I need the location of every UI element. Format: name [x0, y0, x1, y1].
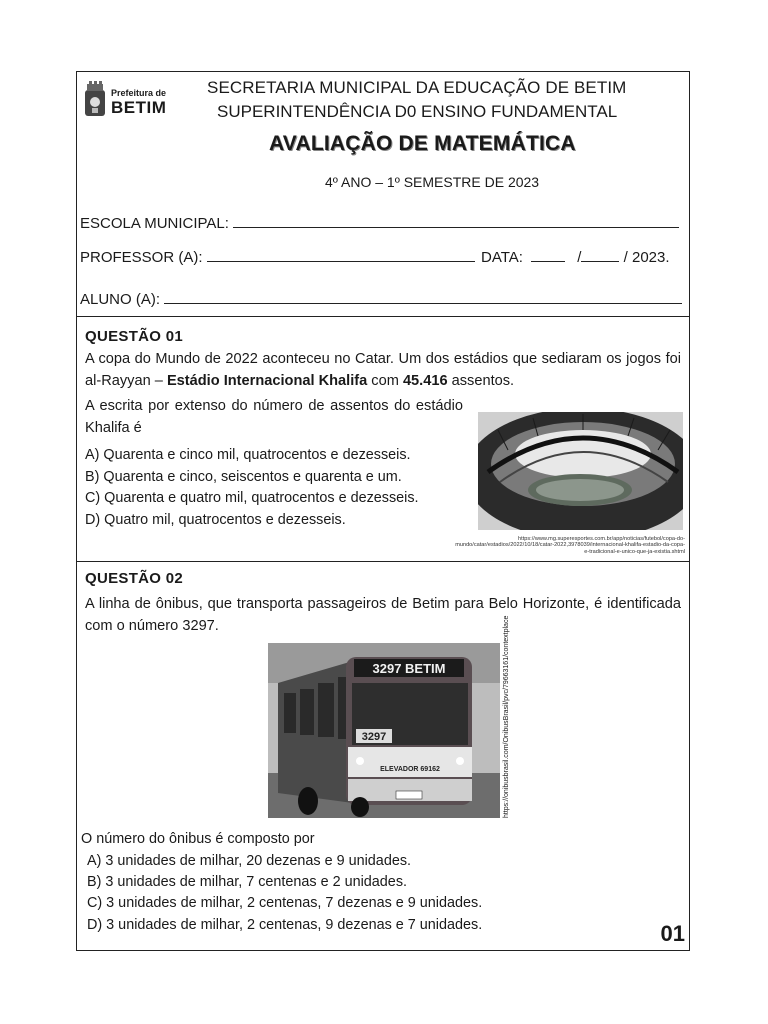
- date-year: / 2023.: [623, 249, 670, 266]
- escola-field[interactable]: [80, 215, 679, 232]
- question-2-prompt: O número do ônibus é composto por: [81, 831, 315, 847]
- page-number: 01: [660, 921, 685, 946]
- bus-photo: [268, 643, 500, 818]
- data-field[interactable]: [481, 249, 670, 266]
- betim-logo: [83, 80, 173, 120]
- escola-label: ESCOLA MUNICIPAL:: [80, 215, 229, 232]
- question-2-intro: A linha de ônibus, que transporta passageiros de Betim para Belo Horizonte, é identificada com o número 3297.: [85, 596, 681, 634]
- q1-seat-count: 45.416: [402, 373, 448, 389]
- q1-intro-text2: com: [367, 373, 403, 389]
- q1-source: [265, 536, 685, 555]
- stadium-photo: [478, 412, 683, 530]
- escola-blank[interactable]: [233, 226, 679, 228]
- question-1-heading: QUESTÃO 01: [85, 328, 184, 345]
- professor-blank[interactable]: [207, 260, 475, 262]
- exam-page-frame: [76, 71, 690, 951]
- bus-destination-sign: 3297 BETIM: [372, 661, 446, 676]
- q2-source-text: https://onibusbrasil.com/OnibusBrasil/pvc/79663161/contextplace: [503, 615, 510, 818]
- logo-line2: BETIM: [111, 98, 167, 117]
- header-secretaria: SECRETARIA MUNICIPAL DA EDUCAÇÃO DE BETIM: [207, 78, 627, 97]
- q1-stadium-name: Estádio Internacional Khalifa: [166, 373, 368, 389]
- question-2-heading: QUESTÃO 02: [85, 570, 184, 587]
- page-title: AVALIAÇÃO DE MATEMÁTICA: [269, 132, 576, 155]
- q2-option-a[interactable]: A) 3 unidades de milhar, 20 dezenas e 9 unidades.: [87, 853, 412, 869]
- question-1-prompt: A escrita por extenso do número de assentos do estádio Khalifa é: [85, 398, 463, 436]
- aluno-blank[interactable]: [164, 302, 682, 304]
- date-slash: /: [577, 249, 582, 266]
- q1-option-d[interactable]: D) Quatro mil, quatrocentos e dezesseis.: [85, 512, 346, 528]
- data-label: DATA:: [481, 249, 523, 266]
- header-divider: [77, 316, 689, 317]
- q2-option-b[interactable]: B) 3 unidades de milhar, 7 centenas e 2 unidades.: [87, 874, 408, 890]
- bus-windshield-number: 3297: [361, 731, 387, 743]
- q1-intro-text: A copa do Mundo de 2022 aconteceu no Catar. Um dos estádios que sediaram os jogos foi al-Rayyan –: [85, 351, 681, 389]
- question-1-intro: [85, 348, 681, 392]
- bus-front-text: ELEVADOR 69162: [380, 766, 440, 773]
- professor-label: PROFESSOR (A):: [80, 249, 203, 266]
- q2-source: [502, 615, 512, 823]
- question-divider: [77, 561, 689, 562]
- q1-option-a[interactable]: A) Quarenta e cinco mil, quatrocentos e dezesseis.: [85, 447, 411, 463]
- q1-option-b[interactable]: B) Quarenta e cinco, seiscentos e quarenta e um.: [85, 469, 402, 485]
- aluno-label: ALUNO (A):: [80, 291, 161, 308]
- logo-line1: Prefeitura de: [111, 88, 167, 98]
- q1-source-line3: e-tradicional-e-unico-que-ja-existia.shtml: [584, 548, 685, 555]
- q1-source-line2: mundo/catar/estadios/2022/10/18/catar-2022,3978039/internacional-khalifa-estadio-da-copa-: [455, 542, 685, 549]
- professor-field[interactable]: [80, 249, 475, 266]
- q1-source-line1: https://www.mg.superesportes.com.br/app/noticias/futebol/copa-do-: [518, 536, 685, 542]
- day-blank[interactable]: [531, 260, 565, 262]
- q1-option-c[interactable]: C) Quarenta e quatro mil, quatrocentos e dezesseis.: [85, 490, 419, 506]
- q1-intro-text3: assentos.: [447, 373, 515, 389]
- q2-option-c[interactable]: C) 3 unidades de milhar, 2 centenas, 7 dezenas e 9 unidades.: [87, 895, 483, 911]
- q2-option-d[interactable]: D) 3 unidades de milhar, 2 centenas, 9 dezenas e 7 unidades.: [87, 917, 483, 933]
- month-blank[interactable]: [581, 260, 619, 262]
- header-superintendencia: SUPERINTENDÊNCIA D0 ENSINO FUNDAMENTAL: [217, 102, 618, 121]
- page-subtitle: 4º ANO – 1º SEMESTRE DE 2023: [325, 174, 540, 190]
- aluno-field[interactable]: [80, 291, 682, 308]
